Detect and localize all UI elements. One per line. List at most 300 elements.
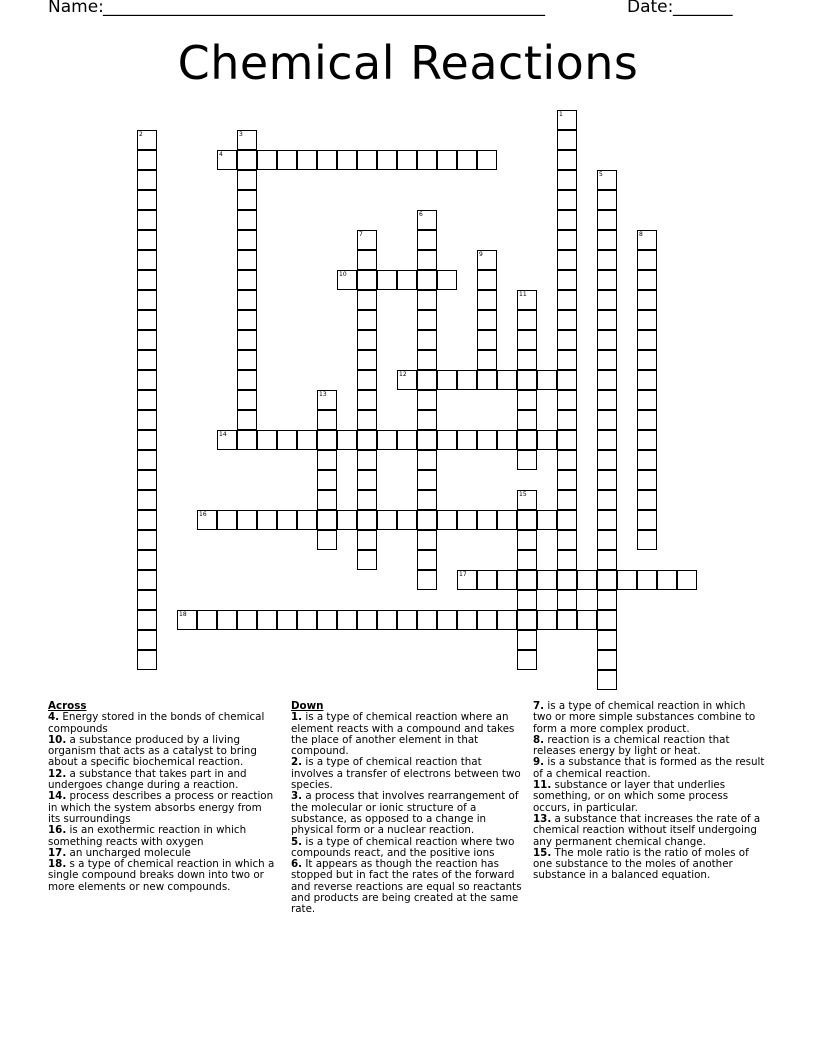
crossword-cell[interactable] [137, 370, 157, 390]
crossword-cell[interactable] [137, 190, 157, 210]
crossword-cell[interactable] [457, 370, 477, 390]
crossword-cell[interactable] [237, 370, 257, 390]
crossword-cell[interactable] [137, 510, 157, 530]
crossword-cell[interactable] [557, 510, 577, 530]
crossword-cell[interactable] [557, 130, 577, 150]
clue-item [291, 837, 527, 860]
clue-item-number: 15. [533, 846, 552, 859]
crossword-cell[interactable] [137, 210, 157, 230]
crossword-cell[interactable] [237, 150, 257, 170]
crossword-cell[interactable] [417, 530, 437, 550]
crossword-cell[interactable] [477, 510, 497, 530]
crossword-cell[interactable] [397, 150, 417, 170]
crossword-cell[interactable] [637, 310, 657, 330]
crossword-cell[interactable] [337, 430, 357, 450]
down-clues [291, 701, 527, 916]
clue-item [291, 712, 527, 757]
crossword-cell[interactable] [597, 410, 617, 430]
clue-number: 9 [479, 251, 483, 258]
crossword-cell[interactable] [557, 150, 577, 170]
crossword-cell[interactable] [437, 430, 457, 450]
crossword-cell[interactable] [517, 510, 537, 530]
crossword-cell[interactable] [137, 130, 157, 150]
crossword-cell[interactable] [137, 230, 157, 250]
crossword-cell[interactable] [657, 570, 677, 590]
crossword-cell[interactable] [137, 330, 157, 350]
crossword-cell[interactable] [557, 270, 577, 290]
crossword-cell[interactable] [437, 610, 457, 630]
clue-item-text: s a type of chemical reaction in which a single compound breaks down into two or more elements or new compounds. [48, 858, 275, 893]
crossword-cell[interactable] [137, 290, 157, 310]
crossword-cell[interactable] [577, 610, 597, 630]
clue-item [48, 791, 276, 825]
crossword-cell[interactable] [597, 430, 617, 450]
crossword-cell[interactable] [237, 410, 257, 430]
crossword-cell[interactable] [357, 490, 377, 510]
crossword-cell[interactable] [297, 150, 317, 170]
crossword-cell[interactable] [597, 550, 617, 570]
clue-number: 13 [319, 391, 327, 398]
crossword-cell[interactable] [517, 430, 537, 450]
crossword-cell[interactable] [337, 510, 357, 530]
crossword-cell[interactable] [597, 190, 617, 210]
crossword-cell[interactable] [377, 150, 397, 170]
crossword-cell[interactable] [137, 170, 157, 190]
crossword-cell[interactable] [597, 330, 617, 350]
clue-item [291, 859, 527, 915]
crossword-cell[interactable] [217, 510, 237, 530]
crossword-cell[interactable] [237, 610, 257, 630]
crossword-cell[interactable] [597, 370, 617, 390]
crossword-cell[interactable] [437, 370, 457, 390]
crossword-cell[interactable] [497, 610, 517, 630]
crossword-cell[interactable] [597, 630, 617, 650]
crossword-cell[interactable] [557, 550, 577, 570]
crossword-cell[interactable] [537, 430, 557, 450]
crossword-cell[interactable] [137, 430, 157, 450]
crossword-cell[interactable] [257, 150, 277, 170]
clue-item-number: 10. [48, 733, 67, 746]
crossword-cell[interactable] [437, 150, 457, 170]
crossword-cell[interactable] [457, 150, 477, 170]
crossword-cell[interactable] [277, 610, 297, 630]
crossword-cell[interactable] [377, 270, 397, 290]
clue-item-number: 13. [533, 812, 552, 825]
crossword-cell[interactable] [417, 450, 437, 470]
crossword-cell[interactable] [237, 330, 257, 350]
crossword-cell[interactable] [377, 510, 397, 530]
crossword-cell[interactable] [597, 590, 617, 610]
clue-number: 5 [599, 171, 603, 178]
crossword-cell[interactable] [497, 370, 517, 390]
crossword-cell[interactable] [217, 150, 237, 170]
crossword-cell[interactable] [357, 610, 377, 630]
crossword-cell[interactable] [597, 350, 617, 370]
crossword-cell[interactable] [517, 310, 537, 330]
clue-item-text: an uncharged molecule [66, 846, 191, 859]
crossword-cell[interactable] [337, 150, 357, 170]
crossword-cell[interactable] [597, 270, 617, 290]
crossword-cell[interactable] [637, 330, 657, 350]
crossword-cell[interactable] [557, 290, 577, 310]
crossword-cell[interactable] [597, 390, 617, 410]
crossword-cell[interactable] [137, 650, 157, 670]
across-clues [48, 701, 276, 893]
crossword-cell[interactable] [357, 450, 377, 470]
crossword-cell[interactable] [417, 310, 437, 330]
crossword-cell[interactable] [337, 610, 357, 630]
crossword-cell[interactable] [297, 510, 317, 530]
clue-number: 15 [519, 491, 527, 498]
clue-number: 2 [139, 131, 143, 138]
clue-item [48, 712, 276, 735]
crossword-cell[interactable] [637, 450, 657, 470]
crossword-cell[interactable] [637, 430, 657, 450]
crossword-cell[interactable] [557, 230, 577, 250]
clue-item-number: 1. [291, 711, 303, 724]
clue-item-text: is a type of chemical reaction that involves a transfer of electrons between two species. [291, 756, 521, 792]
crossword-cell[interactable] [517, 570, 537, 590]
crossword-cell[interactable] [497, 430, 517, 450]
crossword-cell[interactable] [517, 610, 537, 630]
crossword-cell[interactable] [637, 230, 657, 250]
crossword-cell[interactable] [597, 510, 617, 530]
crossword-cell[interactable] [597, 450, 617, 470]
crossword-cell[interactable] [597, 250, 617, 270]
crossword-cell[interactable] [317, 430, 337, 450]
crossword-cell[interactable] [417, 370, 437, 390]
crossword-cell[interactable] [137, 410, 157, 430]
crossword-cell[interactable] [477, 610, 497, 630]
crossword-cell[interactable] [357, 150, 377, 170]
crossword-cell[interactable] [417, 250, 437, 270]
crossword-cell[interactable] [557, 610, 577, 630]
crossword-cell[interactable] [257, 510, 277, 530]
crossword-cell[interactable] [357, 530, 377, 550]
crossword-cell[interactable] [597, 670, 617, 690]
crossword-cell[interactable] [137, 250, 157, 270]
clue-item-number: 12. [48, 767, 67, 780]
crossword-cell[interactable] [237, 210, 257, 230]
crossword-cell[interactable] [517, 370, 537, 390]
crossword-cell[interactable] [217, 430, 237, 450]
crossword-cell[interactable] [477, 430, 497, 450]
crossword-cell[interactable] [417, 610, 437, 630]
crossword-cell[interactable] [417, 410, 437, 430]
crossword-cell[interactable] [137, 270, 157, 290]
crossword-cell[interactable] [417, 390, 437, 410]
crossword-cell[interactable] [357, 430, 377, 450]
crossword-cell[interactable] [357, 470, 377, 490]
crossword-cell[interactable] [557, 430, 577, 450]
crossword-cell[interactable] [557, 250, 577, 270]
clue-item-text: is a type of chemical reaction where an element reacts with a compound and takes the place of another element in that compound. [291, 711, 515, 758]
crossword-cell[interactable] [557, 370, 577, 390]
crossword-cell[interactable] [317, 390, 337, 410]
date-field[interactable]: _______ [673, 0, 733, 17]
down-clues-continued [533, 701, 765, 882]
crossword-cell[interactable] [137, 550, 157, 570]
clue-item-number: 5. [291, 835, 303, 848]
crossword-cell[interactable] [137, 490, 157, 510]
crossword-cell[interactable] [557, 170, 577, 190]
crossword-cell[interactable] [317, 470, 337, 490]
crossword-cell[interactable] [557, 530, 577, 550]
crossword-cell[interactable] [417, 490, 437, 510]
crossword-cell[interactable] [557, 490, 577, 510]
clue-number: 6 [419, 211, 423, 218]
clue-item-number: 9. [533, 756, 545, 769]
name-field[interactable]: ____________________________________________________ [103, 0, 545, 17]
crossword-cell[interactable] [417, 150, 437, 170]
crossword-cell[interactable] [237, 230, 257, 250]
across-heading: Across [48, 700, 87, 712]
crossword-cell[interactable] [237, 510, 257, 530]
crossword-cell[interactable] [517, 290, 537, 310]
crossword-cell[interactable] [437, 510, 457, 530]
crossword-cell[interactable] [137, 350, 157, 370]
crossword-cell[interactable] [237, 430, 257, 450]
crossword-cell[interactable] [637, 250, 657, 270]
crossword-cell[interactable] [597, 610, 617, 630]
crossword-cell[interactable] [557, 350, 577, 370]
crossword-cell[interactable] [517, 590, 537, 610]
crossword-cell[interactable] [637, 570, 657, 590]
crossword-cell[interactable] [397, 510, 417, 530]
crossword-cell[interactable] [477, 290, 497, 310]
crossword-cell[interactable] [497, 510, 517, 530]
crossword-cell[interactable] [477, 350, 497, 370]
crossword-cell[interactable] [197, 510, 217, 530]
clue-item-number: 4. [48, 711, 60, 724]
crossword-cell[interactable] [517, 330, 537, 350]
crossword-cell[interactable] [237, 190, 257, 210]
crossword-cell[interactable] [237, 170, 257, 190]
page-title: Chemical Reactions [177, 36, 639, 90]
crossword-cell[interactable] [237, 310, 257, 330]
crossword-cell[interactable] [477, 250, 497, 270]
crossword-cell[interactable] [357, 350, 377, 370]
crossword-cell[interactable] [417, 430, 437, 450]
crossword-cell[interactable] [537, 610, 557, 630]
crossword-cell[interactable] [557, 470, 577, 490]
crossword-cell[interactable] [517, 630, 537, 650]
crossword-cell[interactable] [537, 570, 557, 590]
crossword-cell[interactable] [397, 610, 417, 630]
clue-item-number: 3. [291, 790, 303, 803]
crossword-cell[interactable] [137, 150, 157, 170]
crossword-cell[interactable] [277, 510, 297, 530]
crossword-cell[interactable] [477, 570, 497, 590]
crossword-cell[interactable] [277, 150, 297, 170]
crossword-cell[interactable] [317, 490, 337, 510]
crossword-cell[interactable] [597, 650, 617, 670]
crossword-cell[interactable] [377, 430, 397, 450]
crossword-cell[interactable] [237, 270, 257, 290]
down-heading: Down [291, 700, 324, 712]
crossword-cell[interactable] [417, 350, 437, 370]
crossword-cell[interactable] [637, 270, 657, 290]
crossword-cell[interactable] [317, 530, 337, 550]
crossword-cell[interactable] [137, 530, 157, 550]
crossword-cell[interactable] [317, 410, 337, 430]
crossword-cell[interactable] [137, 450, 157, 470]
crossword-cell[interactable] [617, 570, 637, 590]
crossword-cell[interactable] [237, 390, 257, 410]
crossword-cell[interactable] [237, 250, 257, 270]
crossword-cell[interactable] [497, 570, 517, 590]
crossword-cell[interactable] [577, 570, 597, 590]
crossword-cell[interactable] [257, 610, 277, 630]
crossword-cell[interactable] [417, 470, 437, 490]
crossword-cell[interactable] [637, 290, 657, 310]
crossword-cell[interactable] [517, 650, 537, 670]
crossword-cell[interactable] [457, 430, 477, 450]
crossword-cell[interactable] [317, 510, 337, 530]
crossword-cell[interactable] [597, 290, 617, 310]
crossword-cell[interactable] [457, 570, 477, 590]
clue-item [291, 757, 527, 791]
crossword-cell[interactable] [637, 350, 657, 370]
crossword-cell[interactable] [597, 530, 617, 550]
crossword-cell[interactable] [557, 210, 577, 230]
crossword-cell[interactable] [137, 310, 157, 330]
crossword-cell[interactable] [317, 150, 337, 170]
clue-item-text: reaction is a chemical reaction that releases energy by light or heat. [533, 733, 730, 758]
crossword-cell[interactable] [237, 130, 257, 150]
clue-item-number: 16. [48, 824, 67, 837]
crossword-cell[interactable] [417, 570, 437, 590]
crossword-cell[interactable] [597, 230, 617, 250]
crossword-cell[interactable] [597, 490, 617, 510]
crossword-cell[interactable] [137, 590, 157, 610]
crossword-cell[interactable] [417, 230, 437, 250]
crossword-cell[interactable] [137, 630, 157, 650]
crossword-cell[interactable] [557, 450, 577, 470]
crossword-cell[interactable] [257, 430, 277, 450]
crossword-cell[interactable] [357, 290, 377, 310]
crossword-cell[interactable] [557, 110, 577, 130]
clue-item-text: a substance produced by a living organism that acts as a catalyst to bring about a specific biochemical reaction. [48, 733, 257, 769]
clue-item [533, 814, 765, 848]
crossword-cell[interactable] [397, 370, 417, 390]
crossword-cell[interactable] [137, 390, 157, 410]
crossword-cell[interactable] [357, 270, 377, 290]
crossword-cell[interactable] [137, 470, 157, 490]
crossword-cell[interactable] [397, 430, 417, 450]
crossword-cell[interactable] [557, 190, 577, 210]
clue-number: 14 [219, 431, 227, 438]
crossword-cell[interactable] [317, 610, 337, 630]
crossword-cell[interactable] [537, 370, 557, 390]
clue-number: 3 [239, 131, 243, 138]
crossword-cell[interactable] [517, 410, 537, 430]
crossword-cell[interactable] [637, 470, 657, 490]
crossword-cell[interactable] [517, 390, 537, 410]
crossword-cell[interactable] [137, 570, 157, 590]
crossword-cell[interactable] [557, 310, 577, 330]
crossword-cell[interactable] [637, 390, 657, 410]
crossword-cell[interactable] [457, 510, 477, 530]
crossword-cell[interactable] [477, 310, 497, 330]
crossword-cell[interactable] [477, 370, 497, 390]
crossword-cell[interactable] [477, 330, 497, 350]
crossword-cell[interactable] [597, 170, 617, 190]
crossword-cell[interactable] [377, 610, 397, 630]
crossword-cell[interactable] [237, 350, 257, 370]
crossword-cell[interactable] [557, 590, 577, 610]
crossword-cell[interactable] [537, 510, 557, 530]
crossword-cell[interactable] [237, 290, 257, 310]
crossword-cell[interactable] [357, 250, 377, 270]
crossword-cell[interactable] [277, 430, 297, 450]
crossword-cell[interactable] [357, 410, 377, 430]
crossword-cell[interactable] [637, 410, 657, 430]
crossword-cell[interactable] [557, 390, 577, 410]
crossword-cell[interactable] [417, 550, 437, 570]
crossword-cell[interactable] [357, 230, 377, 250]
crossword-cell[interactable] [357, 370, 377, 390]
crossword-cell[interactable] [337, 270, 357, 290]
crossword-cell[interactable] [557, 410, 577, 430]
crossword-cell[interactable] [297, 610, 317, 630]
crossword-cell[interactable] [417, 330, 437, 350]
crossword-cell[interactable] [417, 210, 437, 230]
clue-item-text: a substance that takes part in and undergoes change during a reaction. [48, 767, 247, 792]
crossword-cell[interactable] [177, 610, 197, 630]
crossword-cell[interactable] [417, 510, 437, 530]
crossword-cell[interactable] [457, 610, 477, 630]
crossword-cell[interactable] [397, 270, 417, 290]
crossword-cell[interactable] [197, 610, 217, 630]
crossword-cell[interactable] [637, 370, 657, 390]
crossword-cell[interactable] [357, 550, 377, 570]
crossword-cell[interactable] [637, 490, 657, 510]
crossword-cell[interactable] [357, 310, 377, 330]
crossword-cell[interactable] [417, 270, 437, 290]
clue-item-number: 2. [291, 756, 303, 769]
crossword-cell[interactable] [517, 490, 537, 510]
crossword-cell[interactable] [137, 610, 157, 630]
crossword-cell[interactable] [637, 530, 657, 550]
crossword-cell[interactable] [357, 390, 377, 410]
crossword-cell[interactable] [477, 270, 497, 290]
crossword-cell[interactable] [517, 550, 537, 570]
crossword-cell[interactable] [437, 270, 457, 290]
crossword-cell[interactable] [597, 210, 617, 230]
crossword-cell[interactable] [677, 570, 697, 590]
crossword-cell[interactable] [597, 570, 617, 590]
crossword-cell[interactable] [297, 430, 317, 450]
clue-item-text: is a type of chemical reaction where two compounds react, and the positive ions [291, 835, 515, 859]
crossword-cell[interactable] [357, 330, 377, 350]
crossword-cell[interactable] [517, 350, 537, 370]
crossword-cell[interactable] [477, 150, 497, 170]
crossword-cell[interactable] [637, 510, 657, 530]
crossword-cell[interactable] [517, 450, 537, 470]
crossword-cell[interactable] [317, 450, 337, 470]
crossword-cell[interactable] [597, 310, 617, 330]
clue-item-number: 17. [48, 846, 67, 859]
crossword-cell[interactable] [517, 530, 537, 550]
crossword-cell[interactable] [597, 470, 617, 490]
crossword-cell[interactable] [557, 570, 577, 590]
crossword-cell[interactable] [357, 510, 377, 530]
crossword-cell[interactable] [217, 610, 237, 630]
crossword-cell[interactable] [417, 290, 437, 310]
clue-item-text: It appears as though the reaction has stopped but in fact the rates of the forward and reverse reactions are equal so reactants and products are being created at the same rate. [291, 858, 522, 916]
crossword-cell[interactable] [557, 330, 577, 350]
